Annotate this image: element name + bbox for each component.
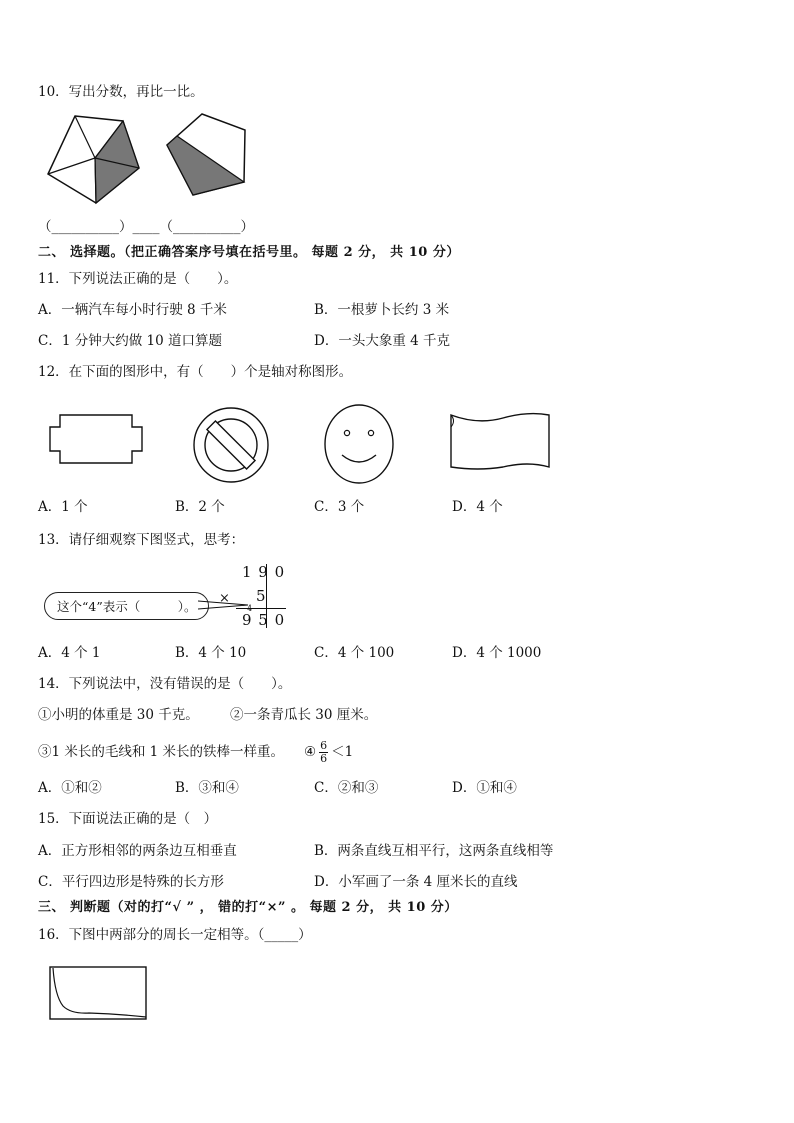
q12-option-b[interactable]: B．2 个 bbox=[175, 499, 225, 515]
pentagon-figure-right bbox=[164, 112, 250, 198]
q12-option-c[interactable]: C．3 个 bbox=[314, 499, 365, 515]
q14-statement-1: ①小明的体重是 30 千克。 bbox=[38, 707, 199, 723]
q15-stem: 15．下面说法正确的是（ ） bbox=[38, 811, 218, 827]
q15-option-a[interactable]: A．正方形相邻的两条边互相垂直 bbox=[38, 843, 237, 859]
fraction-denominator: 6 bbox=[320, 752, 328, 765]
pentagon-figure-left bbox=[46, 112, 144, 206]
smiley-face-shape bbox=[323, 403, 395, 485]
q14-option-c[interactable]: C．②和③ bbox=[314, 780, 379, 796]
q11-option-b[interactable]: B．一根萝卜长约 3 米 bbox=[314, 302, 450, 318]
fraction-numerator: 6 bbox=[320, 739, 328, 752]
speech-bubble-text: 这个“4”表示（ ）。 bbox=[44, 592, 209, 620]
q15-option-c[interactable]: C．平行四边形是特殊的长方形 bbox=[38, 874, 224, 890]
section3-heading: 三、 判断题（对的打“√ ” ， 错的打“×” 。 每题 2 分， 共 10 分） bbox=[38, 900, 458, 915]
q13-option-d[interactable]: D．4 个 1000 bbox=[452, 645, 542, 661]
q15-option-d[interactable]: D．小军画了一条 4 厘米长的直线 bbox=[314, 874, 518, 890]
q11-option-a[interactable]: A．一辆汽车每小时行驶 8 千米 bbox=[38, 302, 227, 318]
rectangle-split-by-curve-figure bbox=[49, 966, 149, 1022]
vertical-calc-rule-line bbox=[236, 608, 286, 609]
q13-option-a[interactable]: A．4 个 1 bbox=[38, 645, 101, 661]
speech-bubble bbox=[44, 592, 209, 620]
q14-statement-4 bbox=[304, 734, 353, 770]
vertical-calc-carry: 4 bbox=[247, 604, 253, 613]
q14-option-a[interactable]: A．①和② bbox=[38, 780, 102, 796]
q14-statement-4-compare: ＜1 bbox=[331, 744, 354, 760]
vertical-calc-row2: 5 bbox=[256, 587, 266, 605]
vertical-calc-times: × bbox=[219, 591, 230, 606]
fraction-six-sixths bbox=[319, 740, 328, 765]
q12-option-a[interactable]: A．1 个 bbox=[38, 499, 88, 515]
q10-title: 10．写出分数，再比一比。 bbox=[38, 84, 204, 100]
q14-option-d[interactable]: D．①和④ bbox=[452, 780, 517, 796]
q16-stem: 16．下图中两部分的周长一定相等。（_____） bbox=[38, 927, 312, 943]
q14-statement-2: ②一条青瓜长 30 厘米。 bbox=[230, 707, 378, 723]
vertical-calc-row1: 1 9 0 bbox=[242, 563, 286, 581]
notched-rectangle-shape bbox=[48, 413, 144, 465]
section2-heading: 二、 选择题。（把正确答案序号填在括号里。 每题 2 分， 共 10 分） bbox=[38, 245, 460, 260]
q12-stem: 12．在下面的图形中，有（ ）个是轴对称图形。 bbox=[38, 364, 353, 380]
no-entry-sign-shape bbox=[192, 406, 270, 484]
q15-option-b[interactable]: B．两条直线互相平行，这两条直线相等 bbox=[314, 843, 554, 859]
q13-option-c[interactable]: C．4 个 100 bbox=[314, 645, 395, 661]
vertical-calc-result: 9 5 0 bbox=[242, 611, 286, 629]
q14-statement-4-marker: ④ bbox=[304, 744, 317, 760]
q14-statement-3: ③1 米长的毛线和 1 米长的铁棒一样重。 bbox=[38, 744, 285, 760]
q14-option-b[interactable]: B．③和④ bbox=[175, 780, 239, 796]
q13-option-b[interactable]: B．4 个 10 bbox=[175, 645, 247, 661]
q13-stem: 13．请仔细观察下图竖式，思考： bbox=[38, 532, 245, 548]
q10-answer-blanks[interactable]: （__________）____（__________） bbox=[38, 219, 254, 235]
q11-option-d[interactable]: D．一头大象重 4 千克 bbox=[314, 333, 450, 349]
q11-stem: 11．下列说法正确的是（ ）。 bbox=[38, 271, 238, 287]
q11-option-c[interactable]: C．1 分钟大约做 10 道口算题 bbox=[38, 333, 222, 349]
q14-stem: 14．下列说法中，没有错误的是（ ）。 bbox=[38, 676, 292, 692]
q12-option-d[interactable]: D．4 个 bbox=[452, 499, 503, 515]
wavy-flag-shape bbox=[448, 409, 552, 471]
